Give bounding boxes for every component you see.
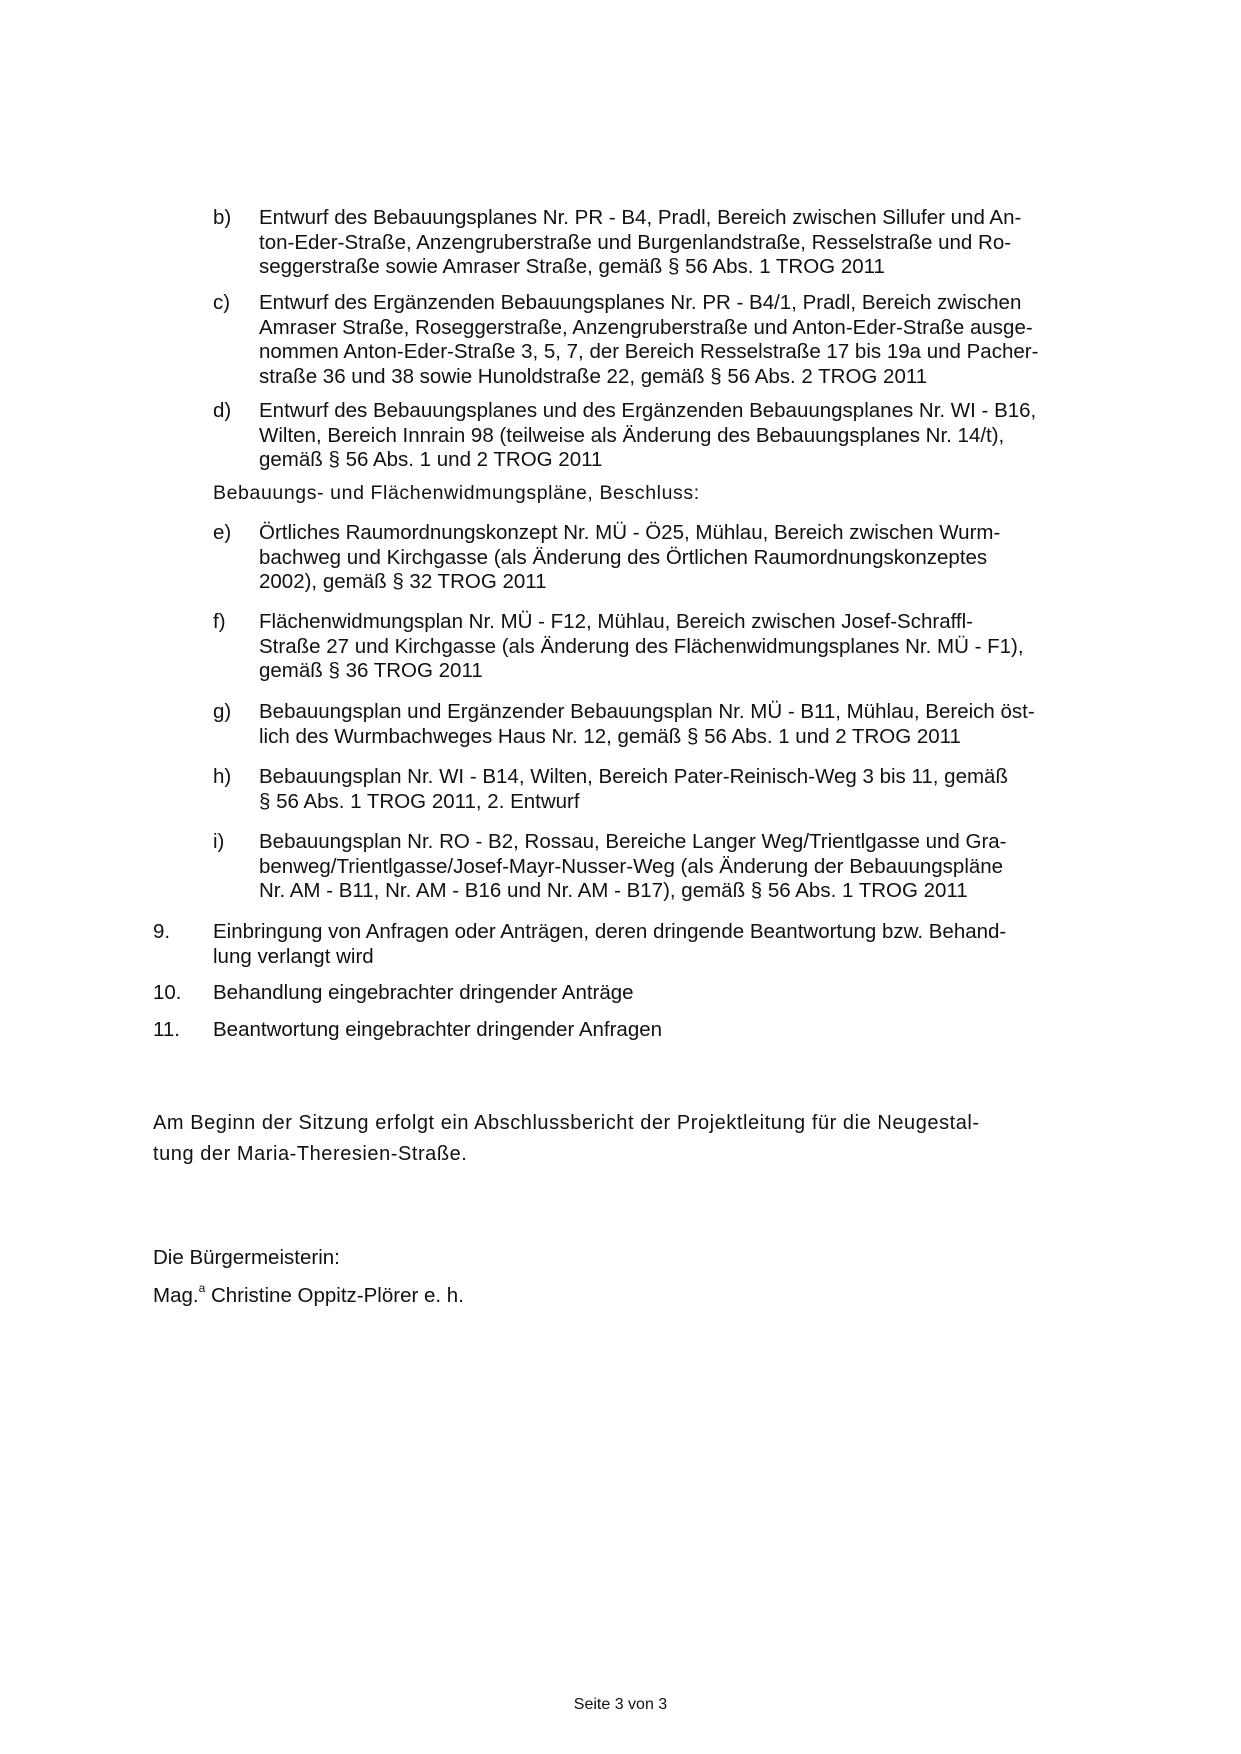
subitem-letter: g)	[213, 700, 232, 723]
subitem-letter: h)	[213, 765, 232, 788]
subitem-text: Entwurf des Bebauungsplanes Nr. PR - B4, Pradl, Bereich zwischen Sillufer und An- ton-Eder-Straße, Anzengruberstraße und Burgenlandstraße, Resselstraße und Ro- seggerstraße sowie Amraser Straße, gemäß § 56 Abs. 1 TROG 2011	[259, 206, 1022, 278]
signature-superscript: a	[198, 1281, 206, 1295]
subitem-letter: e)	[213, 521, 232, 544]
signature-title: Die Bürgermeisterin:	[153, 1246, 340, 1269]
item-number: 9.	[153, 920, 171, 943]
item-text: Einbringung von Anfragen oder Anträgen, deren dringende Beantwortung bzw. Behand- lung verlangt wird	[213, 920, 1007, 968]
page-footer: Seite 3 von 3	[573, 1696, 668, 1713]
subitem-text: Flächenwidmungsplan Nr. MÜ - F12, Mühlau, Bereich zwischen Josef-Schraffl- Straße 27 und Kirchgasse (als Änderung des Flächenwidmungsplanes Nr. MÜ - F1), gemäß § 36 TROG 2011	[259, 610, 1024, 682]
session-note: Am Beginn der Sitzung erfolgt ein Abschlussbericht der Projektleitung für die Neugestal- tung der Maria-Theresien-Straße.	[153, 1112, 980, 1165]
subitem-text: Entwurf des Ergänzenden Bebauungsplanes Nr. PR - B4/1, Pradl, Bereich zwischen Amraser Straße, Roseggerstraße, Anzengruberstraße und Anton-Eder-Straße ausge- nommen Anton-Eder-Straße 3, 5, 7, der Bereich Resselstraße 17 bis 19a und Pacher- straße 36 und 38 sowie Hunoldstraße 22, gemäß § 56 Abs. 2 TROG 2011	[259, 291, 1039, 388]
subitem-letter: f)	[213, 610, 226, 633]
item-number: 11.	[153, 1018, 180, 1041]
signature-name	[153, 1283, 464, 1308]
subitem-text: Entwurf des Bebauungsplanes und des Ergänzenden Bebauungsplanes Nr. WI - B16, Wilten, Bereich Innrain 98 (teilweise als Änderung des Bebauungsplanes Nr. 14/t), gemäß § 56 Abs. 1 und 2 TROG 2011	[259, 399, 1037, 471]
subitem-text: Örtliches Raumordnungskonzept Nr. MÜ - Ö25, Mühlau, Bereich zwischen Wurm- bachweg und Kirchgasse (als Änderung des Örtlichen Raumordnungskonzeptes 2002), gemäß § 32 TROG 2011	[259, 521, 1001, 593]
subitem-letter: c)	[213, 291, 231, 314]
signature-fullname: Christine Oppitz-Plörer e. h.	[205, 1283, 464, 1307]
item-number: 10.	[153, 981, 182, 1004]
signature-prefix: Mag.	[153, 1283, 199, 1307]
subitem-text: Bebauungsplan Nr. RO - B2, Rossau, Bereiche Langer Weg/Trientlgasse und Gra- benweg/Trientlgasse/Josef-Mayr-Nusser-Weg (als Änderung der Bebauungspläne Nr. AM - B11, Nr. AM - B16 und Nr. AM - B17), gemäß § 56 Abs. 1 TROG 2011	[259, 830, 1007, 902]
subitem-letter: b)	[213, 206, 232, 229]
section-heading: Bebauungs- und Flächenwidmungspläne, Beschluss:	[213, 482, 700, 504]
item-text: Behandlung eingebrachter dringender Anträge	[213, 981, 634, 1004]
subitem-text: Bebauungsplan Nr. WI - B14, Wilten, Bereich Pater-Reinisch-Weg 3 bis 11, gemäß § 56 Abs. 1 TROG 2011, 2. Entwurf	[259, 765, 1008, 813]
subitem-letter: d)	[213, 399, 232, 422]
subitem-text: Bebauungsplan und Ergänzender Bebauungsplan Nr. MÜ - B11, Mühlau, Bereich öst- lich des Wurmbachweges Haus Nr. 12, gemäß § 56 Abs. 1 und 2 TROG 2011	[259, 700, 1035, 748]
subitem-letter: i)	[213, 830, 225, 853]
item-text: Beantwortung eingebrachter dringender Anfragen	[213, 1018, 663, 1041]
